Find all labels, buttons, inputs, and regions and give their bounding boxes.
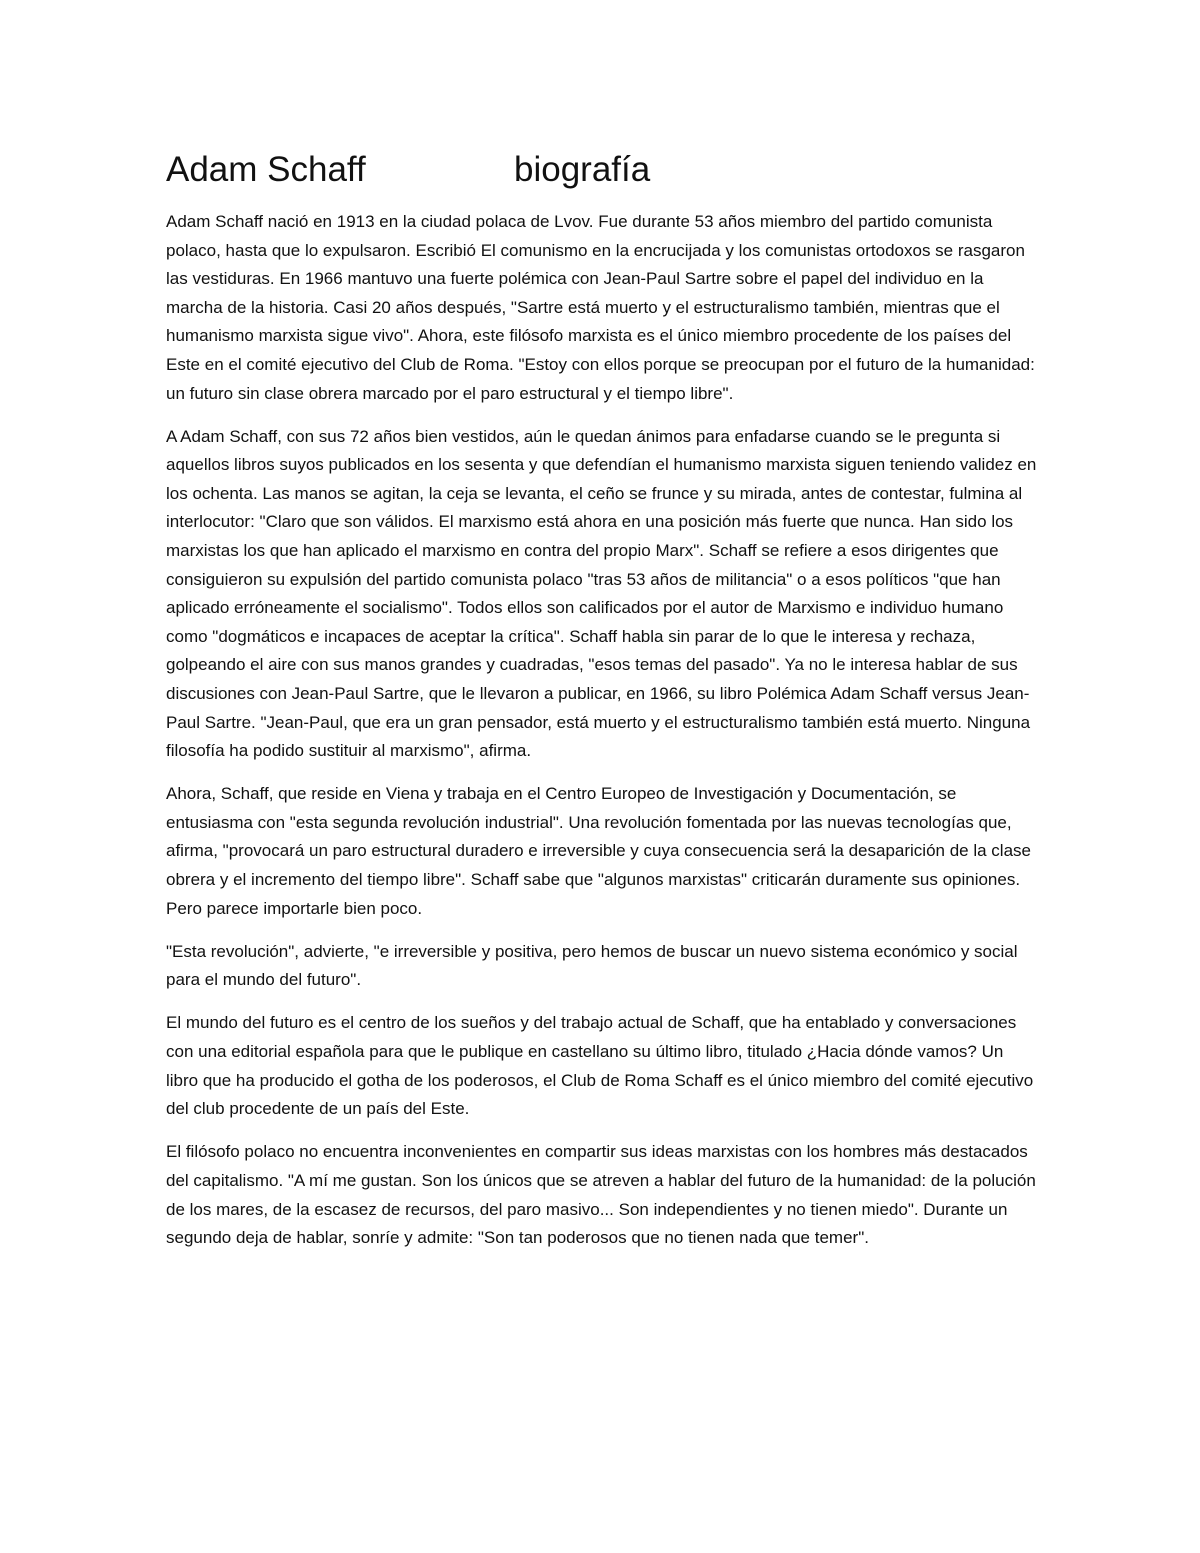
paragraph-5: El mundo del futuro es el centro de los sueños y del trabajo actual de Schaff, que ha entablado y conversaciones con una editorial española para que le publique en castellano su último libro, titulado ¿Hacia dónde vamos? Un libro que ha producido el gotha de los poderosos, el Club de Roma Schaff es el único miembro del comité ejecutivo del club procedente de un país del Este. [166,1013,1034,1119]
paragraph-4: "Esta revolución", advierte, "e irreversible y positiva, pero hemos de buscar un nuevo sistema económico y social para el mundo del futuro". [166,941,1018,990]
page-title [166,146,1038,198]
paragraph-6: El filósofo polaco no encuentra inconvenientes en compartir sus ideas marxistas con los hombres más destacados del capitalismo. "A mí me gustan. Son los únicos que se atreven a hablar del futuro de la humanidad: de la polución de los mares, de la escasez de recursos, del paro masivo... Son independientes y no tienen miedo". Durante un segundo deja de hablar, sonríe y admite: "Son tan poderosos que no tienen nada que temer". [166,1142,1036,1248]
title-word: biografía [514,150,651,189]
paragraph-2: A Adam Schaff, con sus 72 años bien vestidos, aún le quedan ánimos para enfadarse cuando se le pregunta si aquellos libros suyos publicados en los sesenta y que defendían el humanismo marxista siguen teniendo validez en los ochenta. Las manos se agitan, la ceja se levanta, el ceño se frunce y su mirada, antes de contestar, fulmina al interlocutor: "Claro que son válidos. El marxismo está ahora en una posición más fuerte que nunca. Han sido los marxistas los que han aplicado el marxismo en contra del propio Marx". Schaff se refiere a esos dirigentes que consiguieron su expulsión del partido comunista polaco "tras 53 años de militancia" o a esos políticos "que han aplicado erróneamente el socialismo". Todos ellos son calificados por el autor de Marxismo e individuo humano como "dogmáticos e incapaces de aceptar la crítica". Schaff habla sin parar de lo que le interesa y rechaza, golpeando el aire con sus manos grandes y cuadradas, "esos temas del pasado". Ya no le interesa hablar de sus discusiones con Jean-Paul Sartre, que le llevaron a publicar, en 1966, su libro Polémica Adam Schaff versus Jean-Paul Sartre. "Jean-Paul, que era un gran pensador, está muerto y el estructuralismo también está muerto. Ninguna filosofía ha podido sustituir al marxismo", afirma. [166,426,1037,761]
paragraph-1: Adam Schaff nació en 1913 en la ciudad polaca de Lvov. Fue durante 53 años miembro del partido comunista polaco, hasta que lo expulsaron. Escribió El comunismo en la encrucijada y los comunistas ortodoxos se rasgaron las vestiduras. En 1966 mantuvo una fuerte polémica con Jean-Paul Sartre sobre el papel del individuo en la marcha de la historia. Casi 20 años después, "Sartre está muerto y el estructuralismo también, mientras que el humanismo marxista sigue vivo". Ahora, este filósofo marxista es el único miembro procedente de los países del Este en el comité ejecutivo del Club de Roma. "Estoy con ellos porque se preocupan por el futuro de la humanidad: un futuro sin clase obrera marcado por el paro estructural y el tiempo libre". [166,212,1035,403]
paragraph-3: Ahora, Schaff, que reside en Viena y trabaja en el Centro Europeo de Investigación y Documentación, se entusiasma con "esta segunda revolución industrial". Una revolución fomentada por las nuevas tecnologías que, afirma, "provocará un paro estructural duradero e irreversible y cuya consecuencia será la desaparición de la clase obrera y el incremento del tiempo libre". Schaff sabe que "algunos marxistas" criticarán duramente sus opiniones. Pero parece importarle bien poco. [166,784,1031,918]
document-page [166,146,1038,1267]
title-name: Adam Schaff [166,150,366,189]
